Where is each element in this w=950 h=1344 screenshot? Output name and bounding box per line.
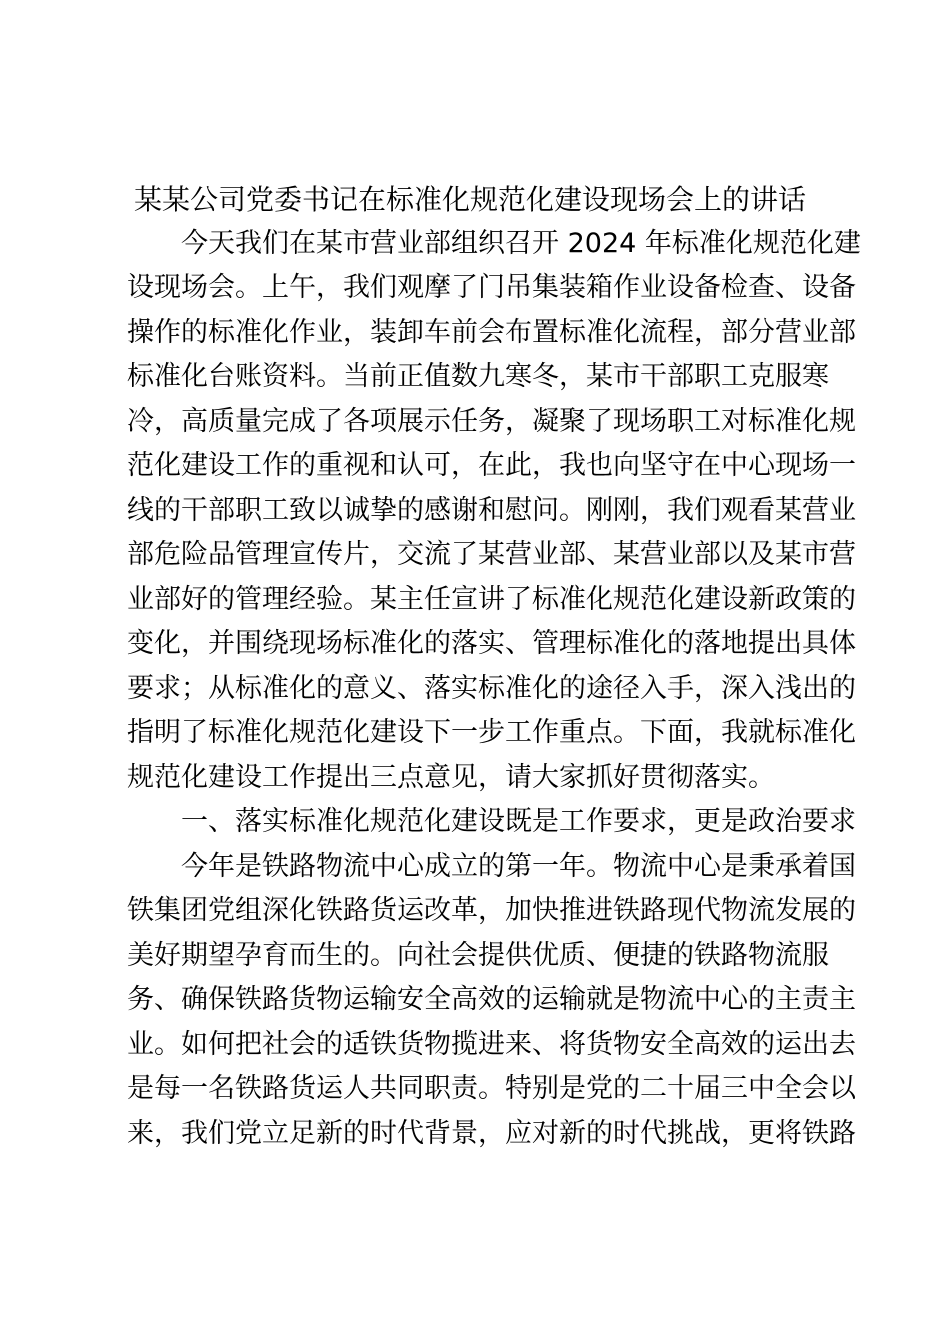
paragraph-line: 今天我们在某市营业部组织召开 2024 年标准化规范化建 — [181, 228, 861, 259]
paragraph-line: 操作的标准化作业，装卸车前会布置标准化流程，部分营业部 — [127, 317, 856, 348]
document-title: 某某公司党委书记在标准化规范化建设现场会上的讲话 — [134, 183, 807, 216]
paragraph-line: 是每一名铁路货运人共同职责。特别是党的二十届三中全会以 — [127, 1073, 856, 1104]
paragraph-line: 标准化台账资料。当前正值数九寒冬，某市干部职工克服寒 — [127, 361, 829, 392]
paragraph-line: 来，我们党立足新的时代背景，应对新的时代挑战，更将铁路 — [127, 1118, 856, 1149]
paragraph-line: 变化，并围绕现场标准化的落实、管理标准化的落地提出具体 — [127, 628, 856, 659]
paragraph-line: 美好期望孕育而生的。向社会提供优质、便捷的铁路物流服 — [127, 940, 829, 971]
paragraph-line: 线的干部职工致以诚挚的感谢和慰问。刚刚，我们观看某营业 — [127, 495, 856, 526]
paragraph-line: 部危险品管理宣传片，交流了某营业部、某营业部以及某市营 — [127, 539, 856, 570]
paragraph-line: 设现场会。上午，我们观摩了门吊集装箱作业设备检查、设备 — [127, 272, 856, 303]
paragraph-line: 范化建设工作的重视和认可，在此，我也向坚守在中心现场一 — [127, 450, 856, 481]
paragraph-line: 今年是铁路物流中心成立的第一年。物流中心是秉承着国 — [181, 851, 856, 882]
paragraph-line: 指明了标准化规范化建设下一步工作重点。下面，我就标准化 — [127, 717, 856, 748]
paragraph-line: 业部好的管理经验。某主任宣讲了标准化规范化建设新政策的 — [127, 584, 856, 615]
paragraph-line: 规范化建设工作提出三点意见，请大家抓好贯彻落实。 — [127, 762, 775, 793]
paragraph-line: 要求；从标准化的意义、落实标准化的途径入手，深入浅出的 — [127, 673, 856, 704]
paragraph-line: 铁集团党组深化铁路货运改革，加快推进铁路现代物流发展的 — [127, 895, 856, 926]
paragraph-line: 冷，高质量完成了各项展示任务，凝聚了现场职工对标准化规 — [127, 406, 856, 437]
paragraph-line: 业。如何把社会的适铁货物揽进来、将货物安全高效的运出去 — [127, 1029, 856, 1060]
section-heading: 一、落实标准化规范化建设既是工作要求，更是政治要求 — [181, 806, 856, 837]
paragraph-line: 务、确保铁路货物运输安全高效的运输就是物流中心的主责主 — [127, 984, 856, 1015]
